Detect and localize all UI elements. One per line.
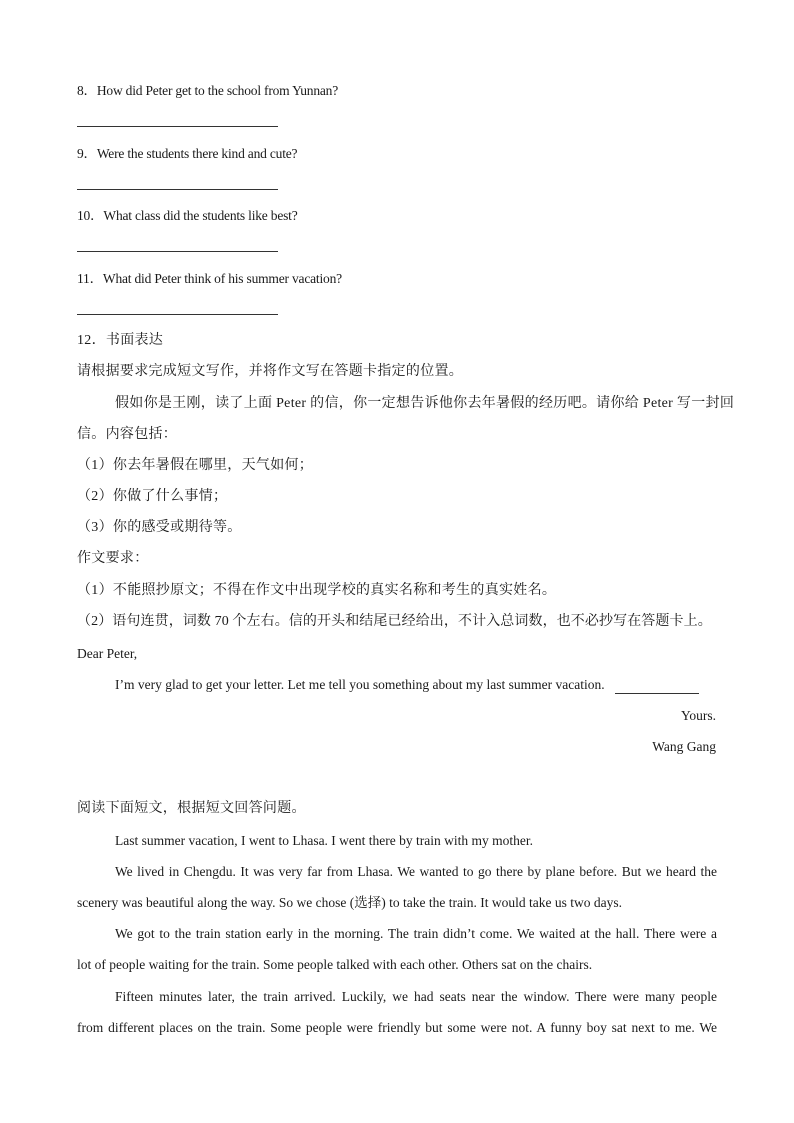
writing-prompt-line1: 假如你是王刚，读了上面 Peter 的信，你一定想告诉他你去年暑假的经历吧。请你给 Peter 写一封回 <box>115 396 735 411</box>
writing-blank[interactable] <box>615 679 699 694</box>
passage-line-4: We got to the train station early in the morning. The train didn’t come. We waited at the hall. There were a <box>115 926 717 941</box>
passage-line-6: Fifteen minutes later, the train arrived. Luckily, we had seats near the window. There were many people <box>115 989 717 1004</box>
content-point-1: （1）你去年暑假在哪里，天气如何； <box>77 458 314 473</box>
question-9: 9．Were the students there kind and cute? <box>77 146 298 161</box>
letter-greeting: Dear Peter, <box>77 646 138 661</box>
answer-line-10[interactable] <box>77 251 278 252</box>
passage-line-3: scenery was beautiful along the way. So we chose (选择) to take the train. It would take us two days. <box>77 895 622 910</box>
answer-line-8[interactable] <box>77 126 278 127</box>
content-point-2: （2）你做了什么事情； <box>77 489 228 504</box>
question-8: 8．How did Peter get to the school from Yunnan? <box>77 83 338 98</box>
passage-line-7: from different places on the train. Some people were friendly but some were not. A funny boy sat next to me. We <box>77 1020 717 1035</box>
letter-opening: I’m very glad to get your letter. Let me tell you something about my last summer vacation. <box>115 677 605 692</box>
requirement-2: （2）语句连贯，词数 70 个左右。信的开头和结尾已经给出，不计入总词数，也不必抄写在答题卡上。 <box>77 614 712 629</box>
letter-signature: Wang Gang <box>652 739 716 754</box>
reading-instruction: 阅读下面短文，根据短文回答问题。 <box>77 801 306 816</box>
letter-closing: Yours. <box>680 708 716 723</box>
answer-line-9[interactable] <box>77 189 278 190</box>
question-10: 10．What class did the students like best? <box>77 208 298 223</box>
answer-line-11[interactable] <box>77 314 278 315</box>
requirements-title: 作文要求： <box>77 551 149 566</box>
passage-line-1: Last summer vacation, I went to Lhasa. I went there by train with my mother. <box>115 833 534 848</box>
passage-line-5: lot of people waiting for the train. Some people talked with each other. Others sat on the chairs. <box>77 957 593 972</box>
passage-line-2: We lived in Chengdu. It was very far from Lhasa. We wanted to go there by plane before. But we heard the <box>115 864 717 879</box>
requirement-1: （1）不能照抄原文；不得在作文中出现学校的真实名称和考生的真实姓名。 <box>77 583 557 598</box>
letter-opening-row <box>115 676 699 694</box>
writing-instruction: 请根据要求完成短文写作，并将作文写在答题卡指定的位置。 <box>77 364 464 379</box>
content-point-3: （3）你的感受或期待等。 <box>77 520 242 535</box>
writing-prompt-line2: 信。内容包括： <box>77 427 178 442</box>
writing-title: 12．书面表达 <box>77 333 164 348</box>
question-11: 11．What did Peter think of his summer vacation? <box>77 271 342 286</box>
